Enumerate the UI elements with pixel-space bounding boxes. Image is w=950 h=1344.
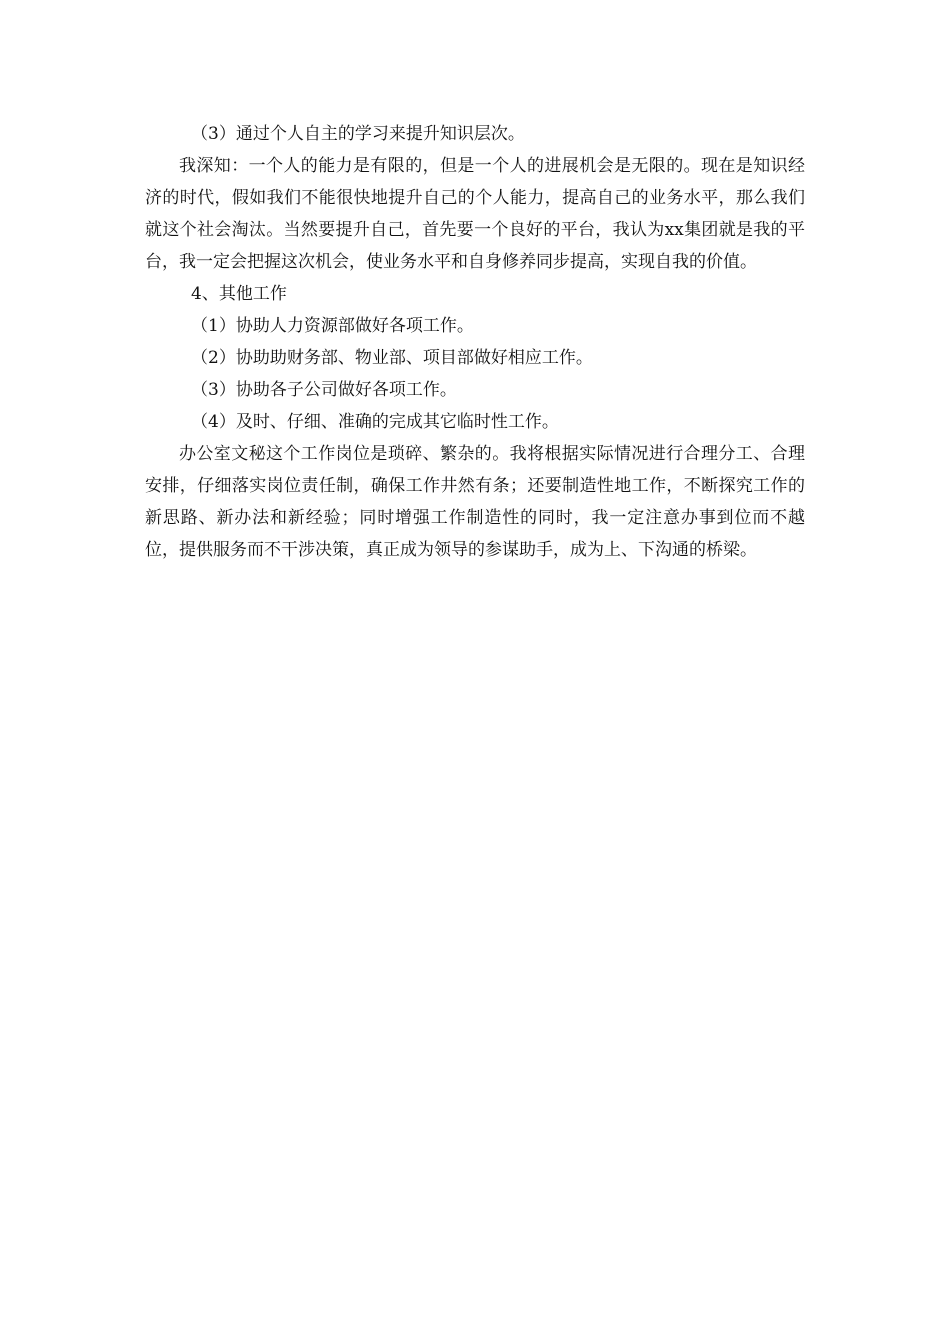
list-item: （3）协助各子公司做好各项工作。: [191, 380, 457, 400]
document-body: [145, 118, 805, 566]
body-paragraph: 我深知：一个人的能力是有限的，但是一个人的进展机会是无限的。现在是知识经济的时代，假如我们不能很快地提升自己的个人能力，提高自己的业务水平，那么我们就这个社会淘汰。当然要提升自己，首先要一个良好的平台，我认为xx集团就是我的平台，我一定会把握这次机会，使业务水平和自身修养同步提高，实现自我的价值。: [145, 156, 805, 272]
list-item: （3）通过个人自主的学习来提升知识层次。: [191, 124, 525, 144]
list-item: （2）协助助财务部、物业部、项目部做好相应工作。: [191, 348, 593, 368]
list-item: （1）协助人力资源部做好各项工作。: [191, 316, 474, 336]
section-heading: 4、其他工作: [191, 284, 287, 304]
body-paragraph: 办公室文秘这个工作岗位是琐碎、繁杂的。我将根据实际情况进行合理分工、合理安排，仔细落实岗位责任制，确保工作井然有条；还要制造性地工作，不断探究工作的新思路、新办法和新经验；同时增强工作制造性的同时，我一定注意办事到位而不越位，提供服务而不干涉决策，真正成为领导的参谋助手，成为上、下沟通的桥梁。: [145, 444, 805, 560]
list-item: （4）及时、仔细、准确的完成其它临时性工作。: [191, 412, 559, 432]
